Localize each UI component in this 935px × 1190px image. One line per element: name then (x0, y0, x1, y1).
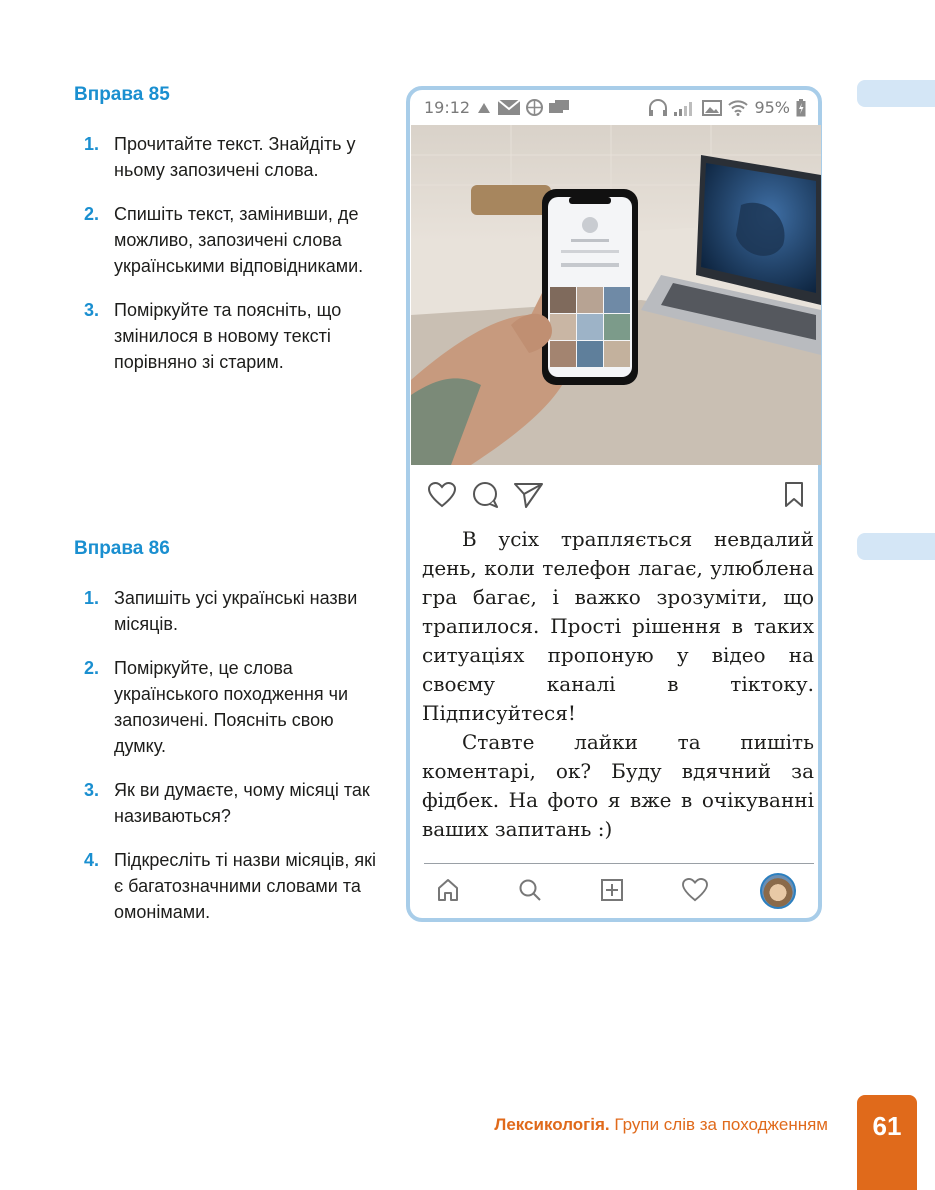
chat-icon (549, 100, 569, 116)
task-number: 4. (84, 850, 100, 870)
nav-divider (424, 863, 814, 864)
bookmark-icon[interactable] (784, 482, 804, 513)
exercise-86-tasks (84, 585, 384, 943)
post-action-bar (424, 482, 804, 510)
wifi-icon (728, 100, 748, 116)
side-tab-top (857, 80, 935, 107)
notification-icon (476, 101, 492, 115)
post-caption (422, 525, 814, 844)
comment-icon[interactable] (472, 482, 500, 513)
footer-topic: Групи слів за походженням (614, 1115, 828, 1134)
battery-icon (796, 99, 806, 117)
mail-icon (498, 100, 520, 115)
exercise-86-task-1 (84, 585, 384, 637)
task-text: Поміркуйте, це слова українського походження чи запозичені. Поясніть свою думку. (114, 658, 349, 756)
exercise-85-tasks (84, 131, 384, 393)
search-icon[interactable] (518, 878, 542, 907)
phone-mockup (406, 86, 822, 922)
task-text: Як ви думаєте, чому місяці так називаються? (114, 780, 370, 826)
task-number: 2. (84, 204, 100, 224)
exercise-86-task-4 (84, 847, 384, 925)
bottom-nav (410, 872, 818, 916)
globe-icon (526, 99, 543, 116)
image-icon (702, 100, 722, 116)
status-bar (410, 90, 818, 125)
page-footer (494, 1115, 828, 1135)
post-paragraph-1: В усіх трапляється невдалий день, коли телефон лагає, улюблена гра багає, і важко зрозуміти, що трапилося. Прості рішення в таких ситуаціях пропоную у відео на своєму каналі в тіктоку. Підписуйтеся! (422, 527, 814, 725)
task-number: 1. (84, 134, 100, 154)
exercise-85-title: Вправа 85 (74, 84, 170, 105)
post-photo (411, 125, 821, 465)
post-paragraph-2: Ставте лайки та пишіть коментарі, ок? Буду вдячний за фідбек. На фото я вже в очікуванні ваших запитань :) (422, 730, 814, 841)
exercise-86-task-3 (84, 777, 384, 829)
add-post-icon[interactable] (600, 878, 624, 907)
task-number: 2. (84, 658, 100, 678)
task-text: Запишіть усі українські назви місяців. (114, 588, 358, 634)
signal-icon (674, 100, 696, 116)
profile-avatar[interactable] (760, 873, 796, 909)
activity-heart-icon[interactable] (682, 878, 708, 907)
page-number: 61 (872, 1111, 902, 1141)
task-text: Прочитайте текст. Знайдіть у ньому запозичені слова. (114, 134, 356, 180)
share-send-icon[interactable] (514, 482, 544, 513)
battery-percent: 95% (754, 98, 790, 117)
task-number: 3. (84, 780, 100, 800)
like-heart-icon[interactable] (428, 482, 456, 513)
home-icon[interactable] (436, 878, 460, 907)
exercise-85-task-1 (84, 131, 384, 183)
footer-section: Лексикологія. (494, 1115, 610, 1134)
side-tab-middle (857, 533, 935, 560)
headphones-icon (648, 99, 668, 117)
exercise-85-task-2 (84, 201, 384, 279)
status-time: 19:12 (424, 98, 471, 117)
task-number: 3. (84, 300, 100, 320)
exercise-85-task-3 (84, 297, 384, 375)
page-number-box (857, 1095, 917, 1190)
exercise-86-title: Вправа 86 (74, 538, 170, 559)
task-text: Поміркуйте та поясніть, що змінилося в новому тексті порівняно зі старим. (114, 300, 342, 372)
task-number: 1. (84, 588, 100, 608)
task-text: Підкресліть ті назви місяців, які є багатозначними словами та омонімами. (114, 850, 376, 922)
task-text: Спишіть текст, замінивши, де можливо, запозичені слова українськими відповідниками. (114, 204, 364, 276)
exercise-86-task-2 (84, 655, 384, 759)
